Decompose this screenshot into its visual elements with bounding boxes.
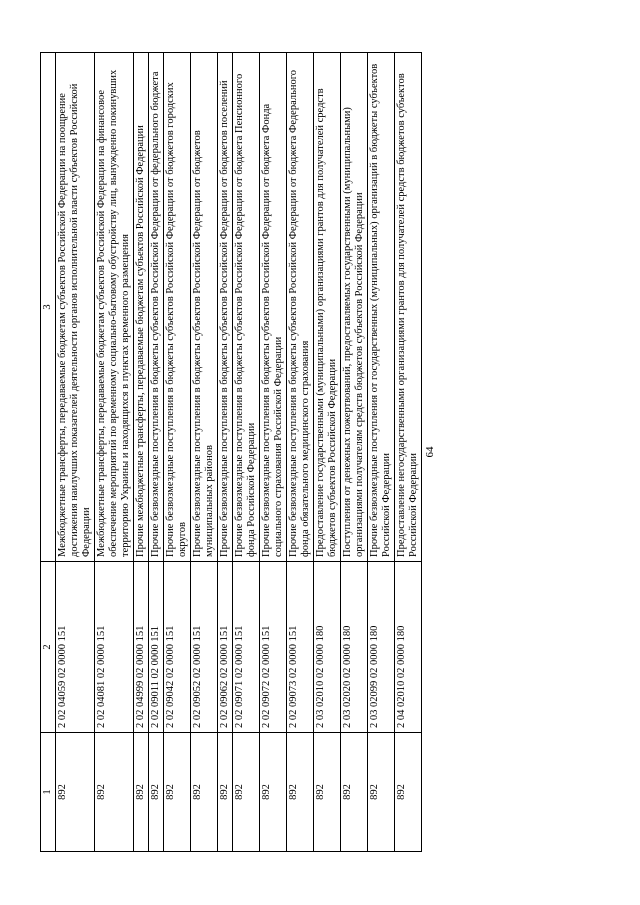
revenue-code-cell: 2 02 09062 02 0000 151	[218, 562, 233, 733]
admin-code-cell: 892	[395, 733, 422, 852]
revenue-name-cell: Предоставление государственными (муниципальными) организациями грантов для получателей средств бюджетов субъектов Российской Федерации	[314, 53, 341, 562]
admin-code-cell: 892	[149, 733, 164, 852]
revenue-name-cell: Межбюджетные трансферты, передаваемые бюджетам субъектов Российской Федерации на поощрение достижения наилучших показателей деятельности органов исполнительной власти субъектов Российской Федерации	[56, 53, 95, 562]
revenue-code-cell: 2 02 09052 02 0000 151	[191, 562, 218, 733]
table-row	[149, 53, 164, 852]
table-body	[56, 53, 422, 852]
header-col-2: 2	[41, 562, 56, 733]
table-row	[260, 53, 287, 852]
page-number: 64	[424, 446, 436, 458]
table-header-row	[41, 53, 56, 852]
admin-code-cell: 892	[134, 733, 149, 852]
revenue-name-cell: Прочие безвозмездные поступления в бюджеты субъектов Российской Федерации от бюджета Пенсионного фонда Российской Федерации	[233, 53, 260, 562]
revenue-code-cell: 2 02 04999 02 0000 151	[134, 562, 149, 733]
revenue-name-cell: Предоставление негосударственными организациями грантов для получателей средств бюджетов субъектов Российской Федерации	[395, 53, 422, 562]
admin-code-cell: 892	[260, 733, 287, 852]
table-row	[341, 53, 368, 852]
admin-code-cell: 892	[218, 733, 233, 852]
rotated-table-wrapper	[40, 52, 600, 852]
revenue-name-cell: Прочие безвозмездные поступления от государственных (муниципальных) организаций в бюджеты субъектов Российской Федерации	[368, 53, 395, 562]
admin-code-cell: 892	[368, 733, 395, 852]
revenue-code-cell: 2 02 04081 02 0000 151	[95, 562, 134, 733]
revenue-code-cell: 2 02 09072 02 0000 151	[260, 562, 287, 733]
revenue-name-cell: Прочие безвозмездные поступления в бюджеты субъектов Российской Федерации от федерального бюджета	[149, 53, 164, 562]
table-row	[395, 53, 422, 852]
table-row	[191, 53, 218, 852]
admin-code-cell: 892	[314, 733, 341, 852]
table-row	[56, 53, 95, 852]
revenue-name-cell: Прочие безвозмездные поступления в бюджеты субъектов Российской Федерации от бюджета Фонда социального страхования Российской Федерации	[260, 53, 287, 562]
revenue-code-table	[40, 52, 422, 852]
revenue-code-cell: 2 03 02020 02 0000 180	[341, 562, 368, 733]
table-row	[314, 53, 341, 852]
revenue-code-cell: 2 02 09042 02 0000 151	[164, 562, 191, 733]
admin-code-cell: 892	[56, 733, 95, 852]
admin-code-cell: 892	[164, 733, 191, 852]
table-row	[134, 53, 149, 852]
revenue-code-cell: 2 02 09073 02 0000 151	[287, 562, 314, 733]
header-col-1: 1	[41, 733, 56, 852]
revenue-code-cell: 2 02 09011 02 0000 151	[149, 562, 164, 733]
revenue-code-cell: 2 04 02010 02 0000 180	[395, 562, 422, 733]
admin-code-cell: 892	[287, 733, 314, 852]
revenue-name-cell: Прочие безвозмездные поступления в бюджеты субъектов Российской Федерации от бюджетов муниципальных районов	[191, 53, 218, 562]
admin-code-cell: 892	[95, 733, 134, 852]
table-row	[95, 53, 134, 852]
revenue-name-cell: Прочие межбюджетные трансферты, передаваемые бюджетам субъектов Российской Федерации	[134, 53, 149, 562]
revenue-name-cell: Прочие безвозмездные поступления в бюджеты субъектов Российской Федерации от бюджетов городских округов	[164, 53, 191, 562]
revenue-name-cell: Поступления от денежных пожертвований, предоставляемых государственными (муниципальными) организациями получателям средств бюджетов субъектов Российской Федерации	[341, 53, 368, 562]
revenue-code-cell: 2 02 04059 02 0000 151	[56, 562, 95, 733]
revenue-code-cell: 2 03 02010 02 0000 180	[314, 562, 341, 733]
admin-code-cell: 892	[341, 733, 368, 852]
revenue-code-cell: 2 03 02099 02 0000 180	[368, 562, 395, 733]
table-row	[287, 53, 314, 852]
header-col-3: 3	[41, 53, 56, 562]
revenue-name-cell: Прочие безвозмездные поступления в бюджеты субъектов Российской Федерации от бюджетов поселений	[218, 53, 233, 562]
table-row	[368, 53, 395, 852]
revenue-name-cell: Прочие безвозмездные поступления в бюджеты субъектов Российской Федерации от бюджета Федерального фонда обязательного медицинского страхования	[287, 53, 314, 562]
revenue-code-cell: 2 02 09071 02 0000 151	[233, 562, 260, 733]
table-row	[164, 53, 191, 852]
table-row	[218, 53, 233, 852]
admin-code-cell: 892	[233, 733, 260, 852]
table-row	[233, 53, 260, 852]
admin-code-cell: 892	[191, 733, 218, 852]
revenue-name-cell: Межбюджетные трансферты, передаваемые бюджетам субъектов Российской Федерации на финансовое обеспечение мероприятий по временному социально-бытовому обустройству лиц, вынужденно покинувших территорию Украины и находящихся в пунктах временного размещения	[95, 53, 134, 562]
